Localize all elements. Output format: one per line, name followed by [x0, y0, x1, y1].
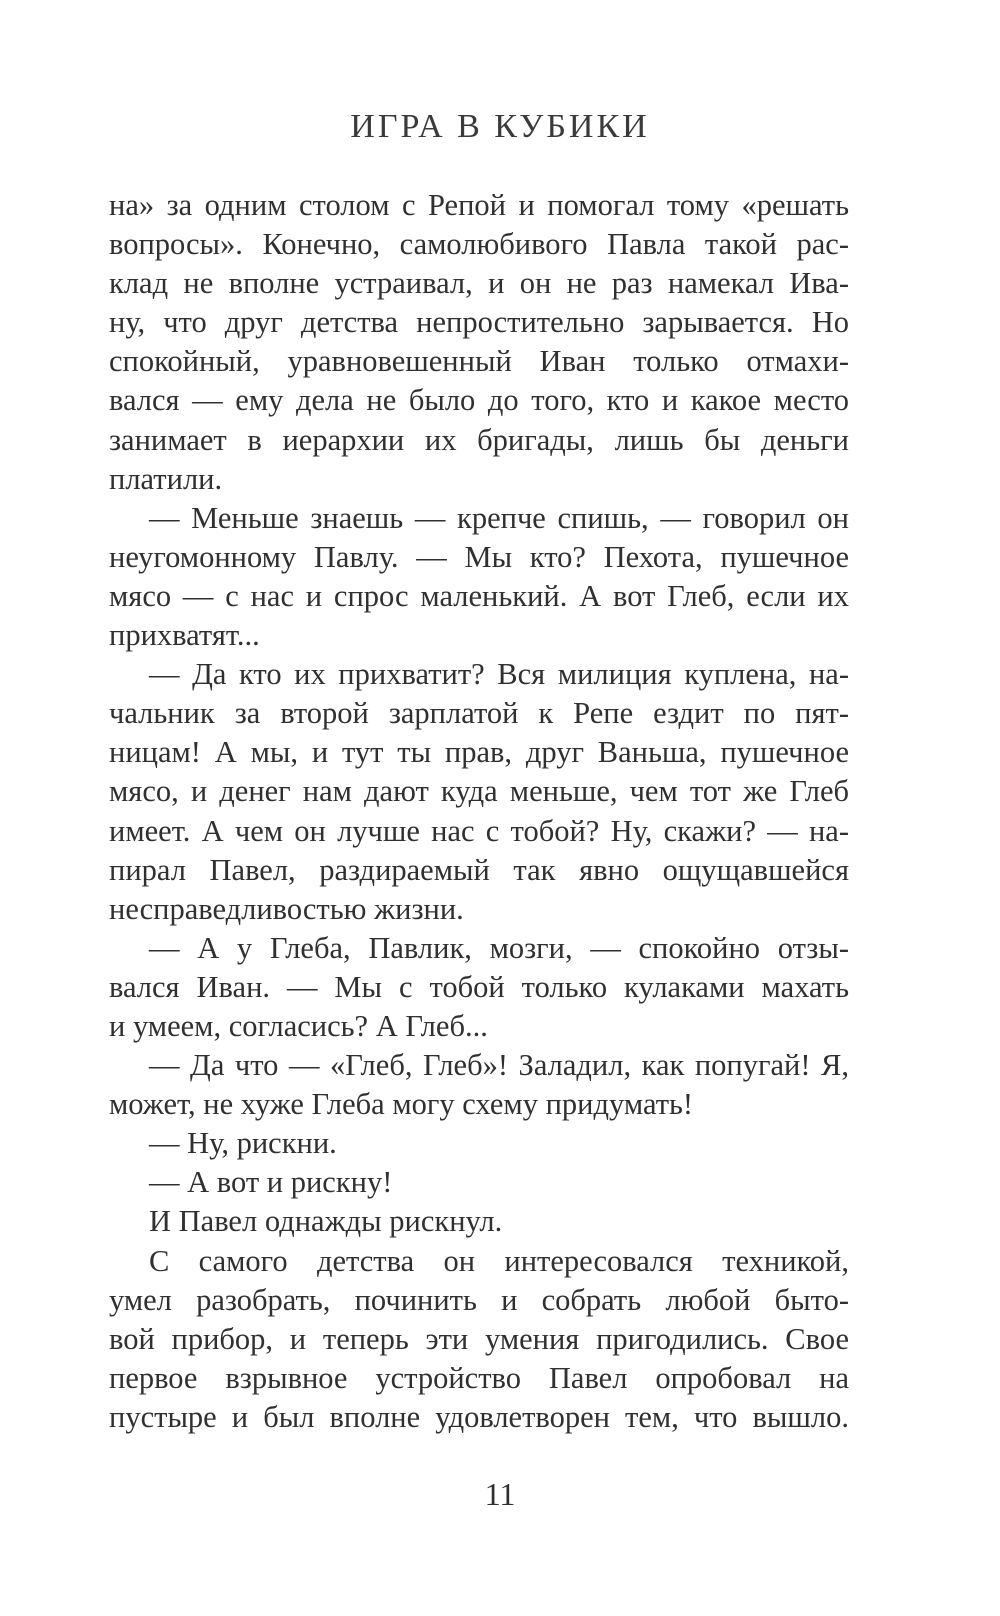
text-line: спокойный, уравновешенный Иван только отмахи-	[109, 344, 849, 379]
text-line: на» за одним столом с Репой и помогал тому «решать	[109, 188, 849, 222]
text-line: имеет. А чем он лучше нас с тобой? Ну, скажи? — на-	[109, 813, 849, 848]
text-line: вался Иван. — Мы с тобой только кулаками махать	[109, 969, 849, 1004]
text-line: мясо, и денег нам дают куда меньше, чем тот же Глеб	[109, 774, 849, 809]
text-line: вопросы». Конечно, самолюбивого Павла такой рас-	[109, 227, 849, 262]
text-line: пустыре и был вполне удовлетворен тем, что вышло.	[109, 1399, 849, 1434]
text-line: — А у Глеба, Павлик, мозги, — спокойно отзы-	[149, 930, 849, 965]
text-line: вой прибор, и теперь эти умения пригодились. Свое	[109, 1321, 849, 1356]
text-line: ну, что друг детства непростительно зарывается. Но	[109, 305, 849, 340]
running-head-title: ИГРА В КУБИКИ	[350, 108, 650, 145]
text-line: несправедливостью жизни.	[109, 891, 464, 926]
text-line: — А вот и рискну!	[149, 1165, 393, 1200]
text-line: и умеем, согласись? А Глеб...	[109, 1008, 488, 1043]
text-line: С самого детства он интересовался техникой,	[149, 1243, 849, 1278]
text-line: ницам! А мы, и тут ты прав, друг Ваньша, пушечное	[109, 735, 849, 770]
text-line: может, не хуже Глеба могу схему придумать!	[109, 1087, 694, 1122]
text-line: И Павел однажды рискнул.	[149, 1204, 503, 1239]
text-line: неугомонному Павлу. — Мы кто? Пехота, пушечное	[109, 539, 849, 574]
text-line: первое взрывное устройство Павел опробовал на	[109, 1360, 849, 1395]
text-line: занимает в иерархии их бригады, лишь бы деньги	[109, 422, 849, 457]
page-number: 11	[484, 1476, 516, 1512]
text-line: — Меньше знаешь — крепче спишь, — говорил он	[149, 500, 849, 535]
text-line: пирал Павел, раздираемый так явно ощущавшейся	[109, 852, 849, 887]
text-line: умел разобрать, починить и собрать любой быто-	[109, 1282, 849, 1317]
text-line: вался — ему дела не было до того, кто и какое место	[109, 383, 849, 418]
text-line: клад не вполне устраивал, и он не раз намекал Ива-	[109, 266, 849, 301]
text-line: платили.	[109, 461, 223, 496]
text-line: мясо — с нас и спрос маленький. А вот Глеб, если их	[109, 578, 849, 613]
text-line: прихватят...	[109, 618, 260, 653]
text-line: — Ну, рискни.	[149, 1126, 337, 1161]
text-line: — Да кто их прихватит? Вся милиция куплена, на-	[149, 657, 849, 692]
text-line: чальник за второй зарплатой к Репе ездит по пят-	[109, 696, 849, 731]
text-line: — Да что — «Глеб, Глеб»! Заладил, как попугай! Я,	[149, 1048, 849, 1083]
body-text	[109, 186, 849, 1437]
